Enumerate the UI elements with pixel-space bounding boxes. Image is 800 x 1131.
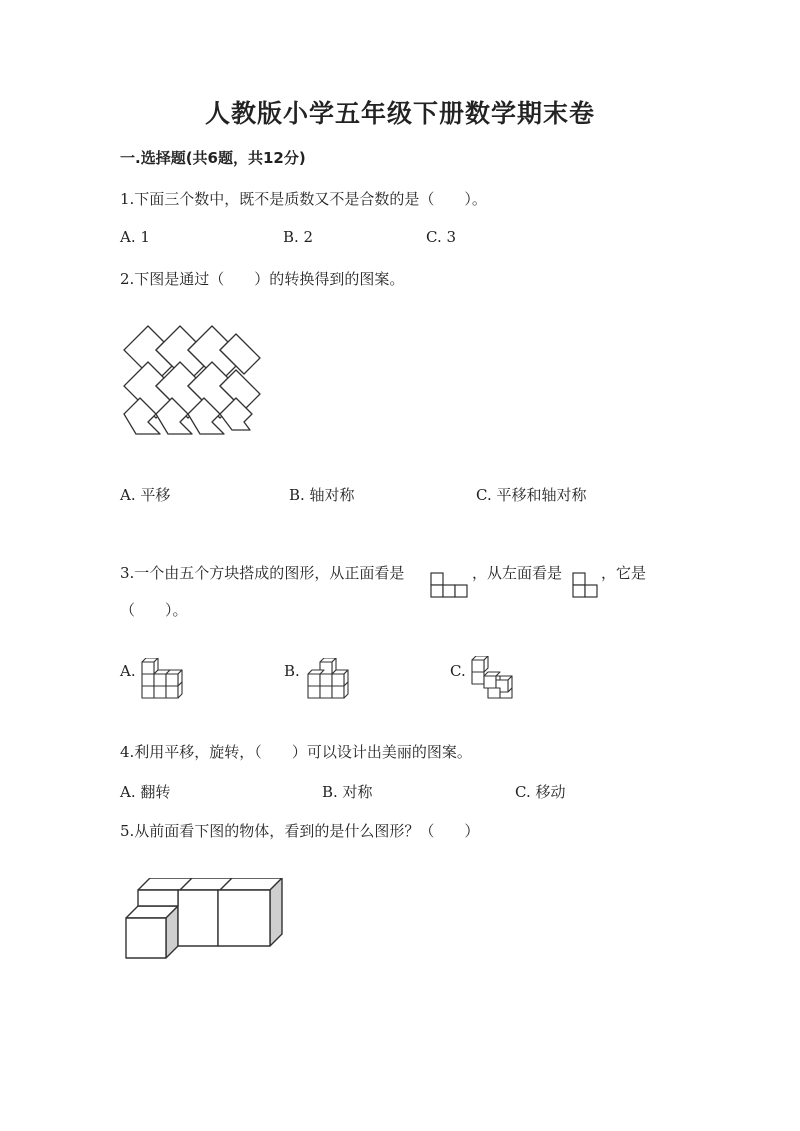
q4-option-b[interactable]: B. 对称: [322, 783, 373, 801]
question-3-stem-part2: ，从左面看是: [472, 564, 563, 582]
q3-option-b-cubes-icon[interactable]: [302, 658, 354, 700]
q1-option-a[interactable]: A. 1: [120, 228, 150, 246]
question-4-stem: 4.利用平移，旋转，（ ）可以设计出美丽的图案。: [120, 743, 472, 761]
page-title: 人教版小学五年级下册数学期末卷: [204, 99, 595, 128]
q1-option-c[interactable]: C. 3: [426, 228, 457, 246]
q3-option-c-label[interactable]: C.: [450, 662, 466, 680]
interlocking-pattern-icon: [120, 322, 265, 437]
q3-option-b-label[interactable]: B.: [284, 662, 300, 680]
q3-option-c-cubes-icon[interactable]: [468, 656, 520, 700]
q4-option-a[interactable]: A. 翻转: [120, 783, 171, 801]
cube-stack-icon: [124, 878, 288, 962]
section-heading: 一.选择题(共6题，共12分): [120, 149, 306, 167]
q2-option-c[interactable]: C. 平移和轴对称: [476, 486, 587, 504]
question-3-stem-line2: （ ）。: [120, 601, 188, 619]
q2-option-b[interactable]: B. 轴对称: [289, 486, 355, 504]
question-3-stem-part1: 3.一个由五个方块搭成的图形，从正面看是: [120, 564, 405, 582]
question-1-stem: 1.下面三个数中，既不是质数又不是合数的是（ ）。: [120, 190, 487, 208]
q1-option-b[interactable]: B. 2: [283, 228, 314, 246]
question-3-stem-part3: ，它是: [601, 564, 647, 582]
q3-option-a-label[interactable]: A.: [120, 662, 136, 680]
left-view-icon: [572, 572, 600, 598]
question-2-stem: 2.下图是通过（ ）的转换得到的图案。: [120, 270, 405, 288]
question-5-stem: 5.从前面看下图的物体，看到的是什么图形？（ ）: [120, 822, 480, 840]
q3-option-a-cubes-icon[interactable]: [138, 658, 190, 700]
q2-option-a[interactable]: A. 平移: [120, 486, 171, 504]
front-view-icon: [430, 572, 470, 598]
q4-option-c[interactable]: C. 移动: [515, 783, 566, 801]
